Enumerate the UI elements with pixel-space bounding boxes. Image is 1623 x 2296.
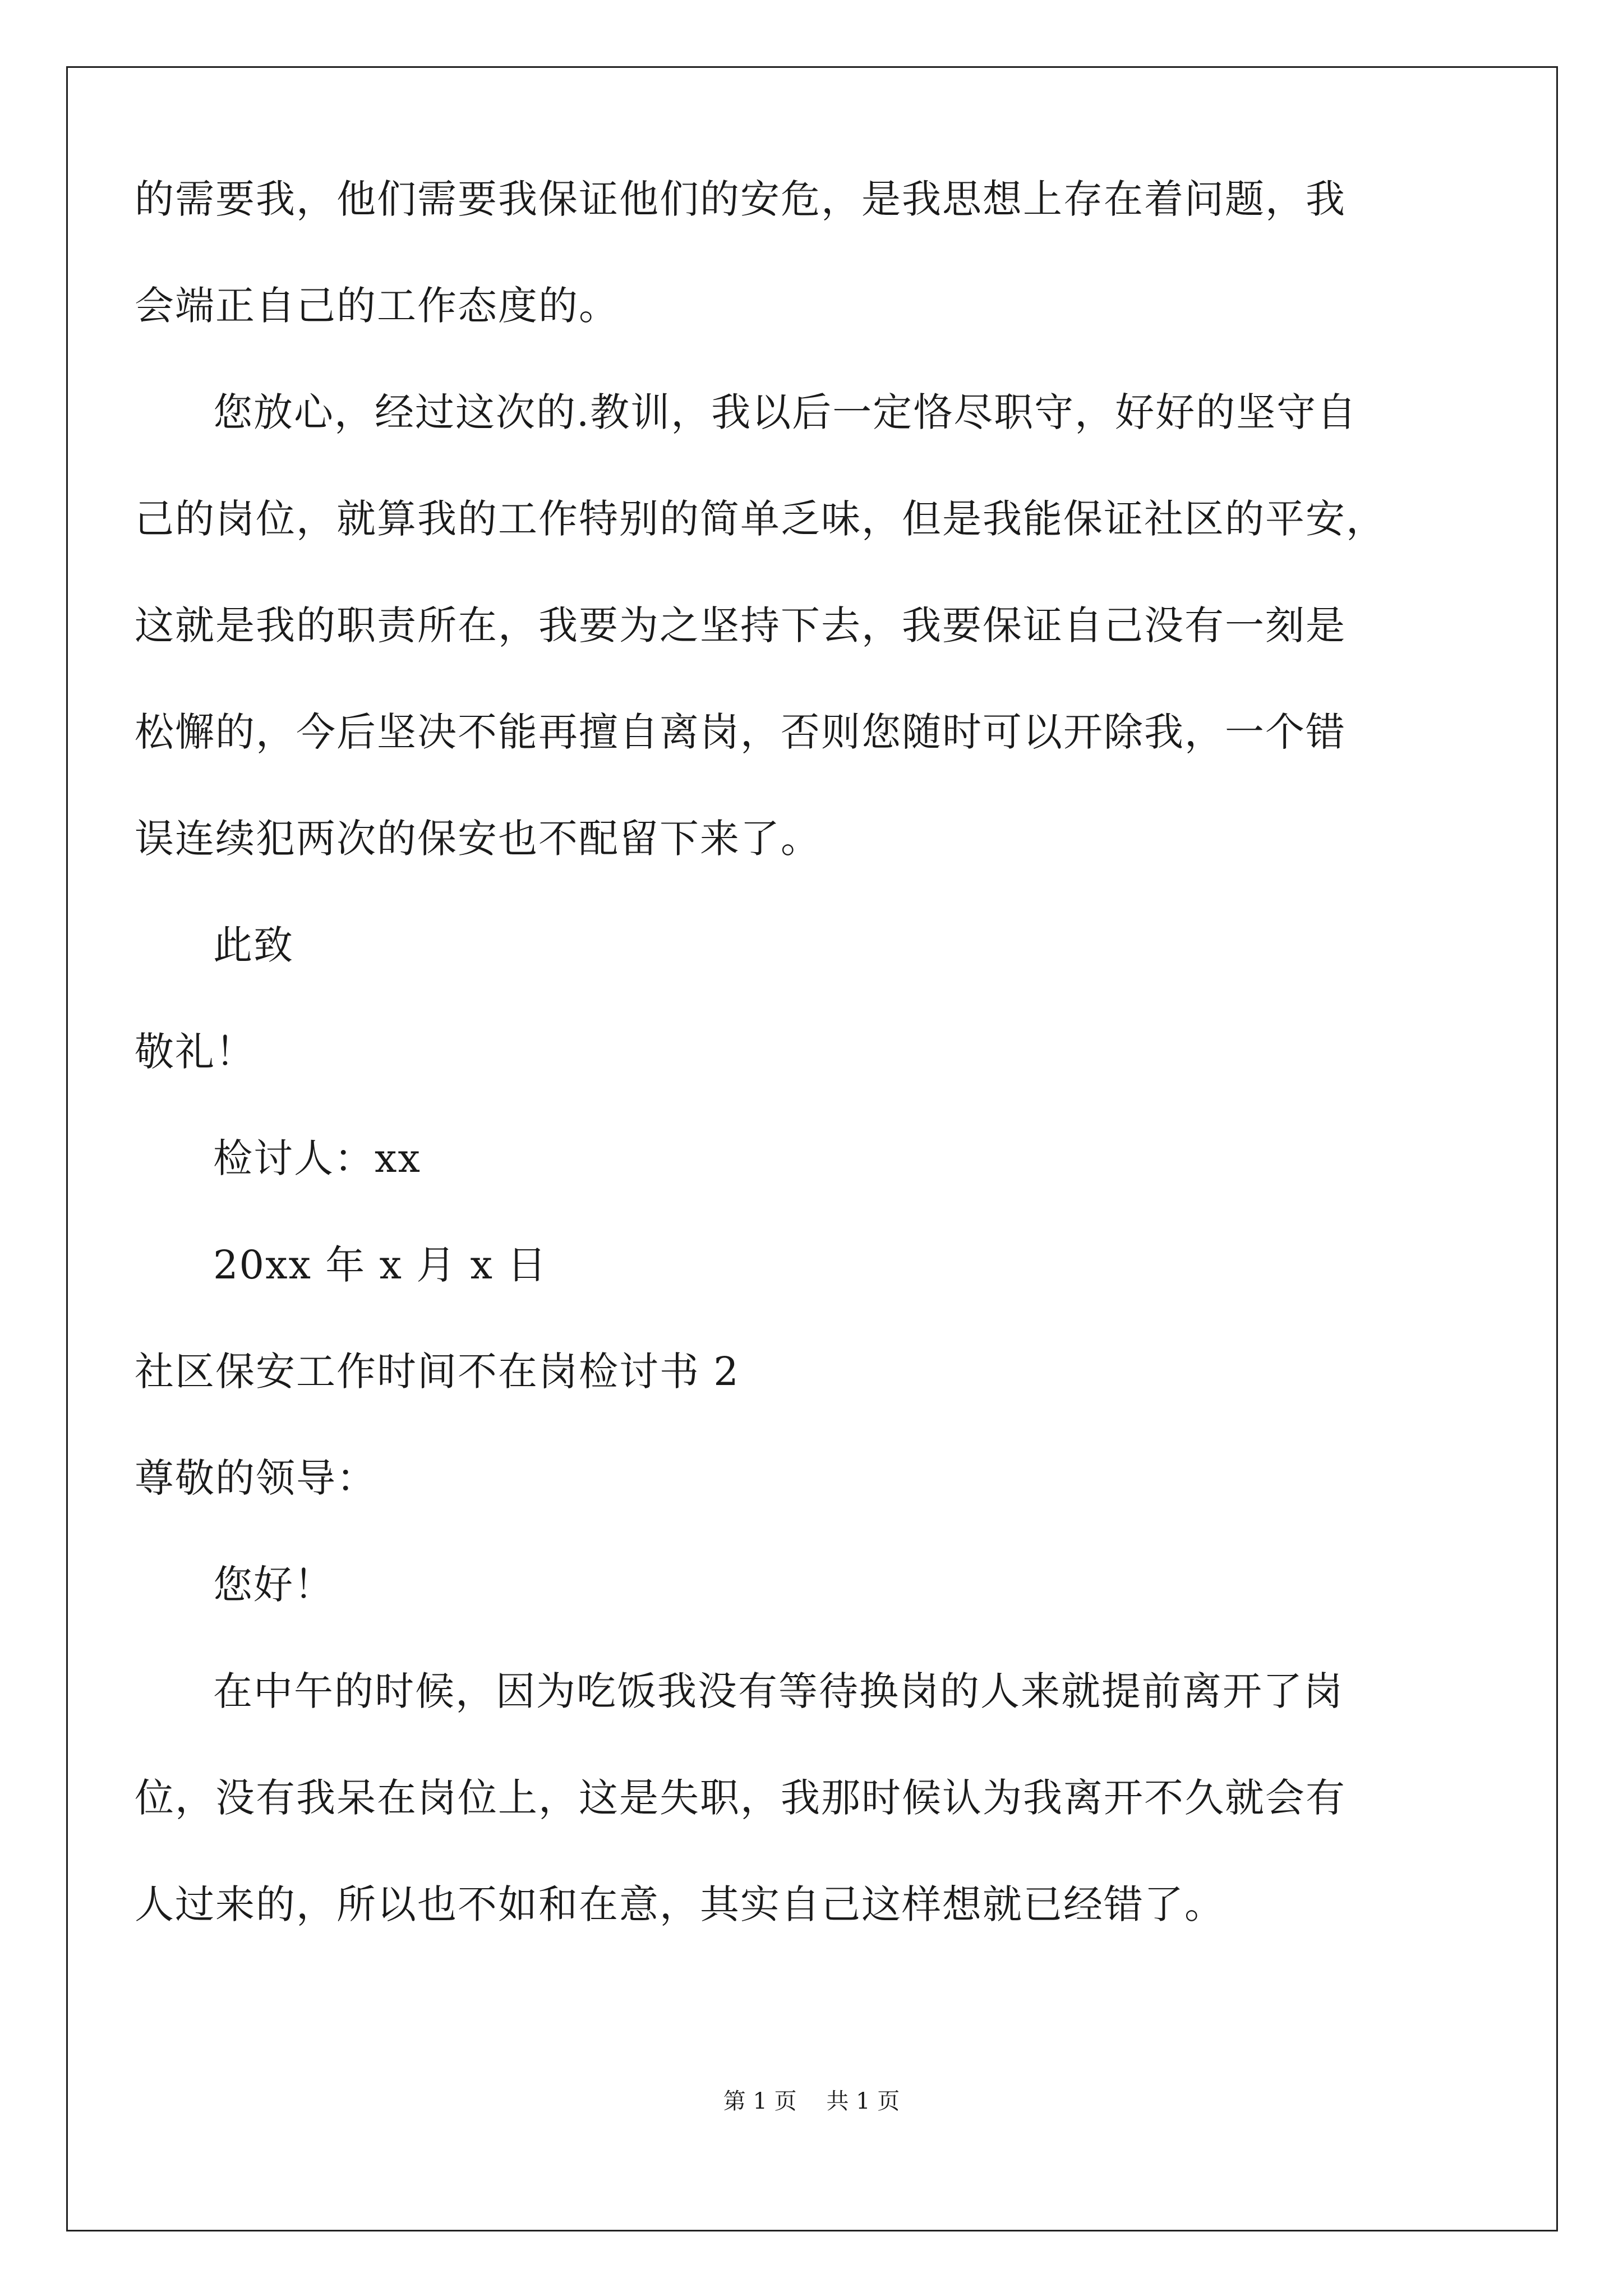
signature-author: 检讨人：xx	[213, 1135, 421, 1181]
page-number-current: 第 1 页	[723, 2088, 797, 2114]
greeting: 您好！	[213, 1562, 334, 1608]
greeting-recipient: 尊敬的领导：	[135, 1455, 377, 1501]
page-number-total: 共 1 页	[826, 2088, 900, 2114]
text-line: 这就是我的职责所在，我要为之坚持下去，我要保证自己没有一刻是	[135, 602, 1346, 648]
text-line: 松懈的，今后坚决不能再擅自离岗，否则您随时可以开除我，一个错	[135, 709, 1346, 755]
text-line: 在中午的时候，因为吃饭我没有等待换岗的人来就提前离开了岗	[213, 1668, 1344, 1714]
page-footer	[0, 2088, 1623, 2115]
signature-date: 20xx 年 x 月 x 日	[213, 1242, 548, 1288]
closing-salutation: 此致	[213, 922, 294, 968]
text-line: 位，没有我呆在岗位上，这是失职，我那时候认为我离开不久就会有	[135, 1775, 1346, 1821]
closing-regards: 敬礼！	[135, 1029, 256, 1075]
text-line: 的需要我，他们需要我保证他们的安危，是我思想上存在着问题，我	[135, 176, 1346, 222]
document-body	[135, 176, 1497, 1991]
section-title: 社区保安工作时间不在岗检讨书 2	[135, 1349, 740, 1395]
text-line: 会端正自己的工作态度的。	[135, 283, 619, 329]
text-line: 己的岗位，就算我的工作特别的简单乏味，但是我能保证社区的平安，	[135, 496, 1386, 542]
text-line: 人过来的，所以也不如和在意，其实自己这样想就已经错了。	[135, 1881, 1225, 1927]
text-line: 误连续犯两次的保安也不配留下来了。	[135, 816, 821, 862]
text-line: 您放心，经过这次的.教训，我以后一定恪尽职守，好好的坚守自	[213, 389, 1358, 435]
